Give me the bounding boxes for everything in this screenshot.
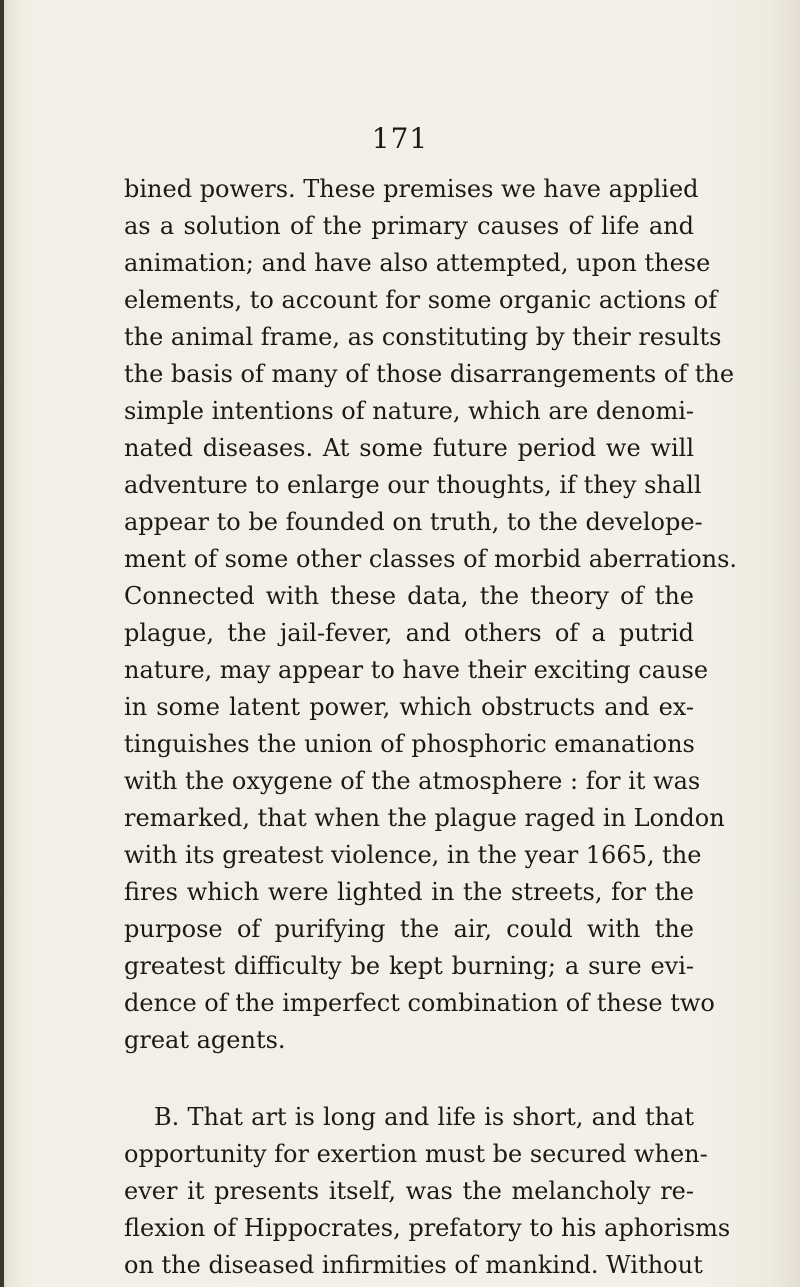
text-line: great agents. (124, 1026, 286, 1054)
text-line: remarked, that when the plague raged in London (124, 804, 725, 832)
text-line: bined powers. These premises we have applied (124, 175, 699, 203)
text-line: Connected with these data, the theory of the (124, 582, 694, 610)
text-line: appear to be founded on truth, to the develope- (124, 508, 703, 536)
text-line: as a solution of the primary causes of life and (124, 212, 694, 240)
text-line: the basis of many of those disarrangements of the (124, 360, 735, 388)
text-line: ment of some other classes of morbid aberrations. (124, 545, 738, 573)
text-line: on the diseased infirmities of mankind. Without (124, 1251, 703, 1279)
text-line: in some latent power, which obstructs and ex- (124, 693, 694, 721)
text-line: nated diseases. At some future period we will (124, 434, 694, 462)
text-line: animation; and have also attempted, upon these (124, 249, 711, 277)
page-binding-edge (0, 0, 4, 1287)
text-line: opportunity for exertion must be secured when- (124, 1140, 708, 1168)
text-line: plague, the jail-fever, and others of a putrid (124, 619, 694, 647)
text-line: B. That art is long and life is short, and that (154, 1103, 694, 1131)
text-line: nature, may appear to have their exciting cause (124, 656, 709, 684)
paragraph-1 (124, 171, 738, 1059)
paragraph-2 (124, 1099, 731, 1284)
text-line: greatest difficulty be kept burning; a sure evi- (124, 952, 694, 980)
text-line: flexion of Hippocrates, prefatory to his aphorisms (124, 1214, 731, 1242)
text-line: with the oxygene of the atmosphere : for it was (124, 767, 701, 795)
page-number: 171 (371, 122, 429, 155)
paragraph-gap (124, 1059, 694, 1099)
text-line: ever it presents itself, was the melancholy re- (124, 1177, 694, 1205)
text-line: adventure to enlarge our thoughts, if they shall (124, 471, 702, 499)
text-line: tinguishes the union of phosphoric emanations (124, 730, 695, 758)
text-line: the animal frame, as constituting by their results (124, 323, 722, 351)
text-line: purpose of purifying the air, could with the (124, 915, 694, 943)
body-text (124, 171, 738, 1284)
text-line: fires which were lighted in the streets, for the (124, 878, 694, 906)
text-line: simple intentions of nature, which are denomi- (124, 397, 694, 425)
text-line: elements, to account for some organic actions of (124, 286, 718, 314)
text-line: dence of the imperfect combination of these two (124, 989, 715, 1017)
text-line: with its greatest violence, in the year 1665, the (124, 841, 702, 869)
